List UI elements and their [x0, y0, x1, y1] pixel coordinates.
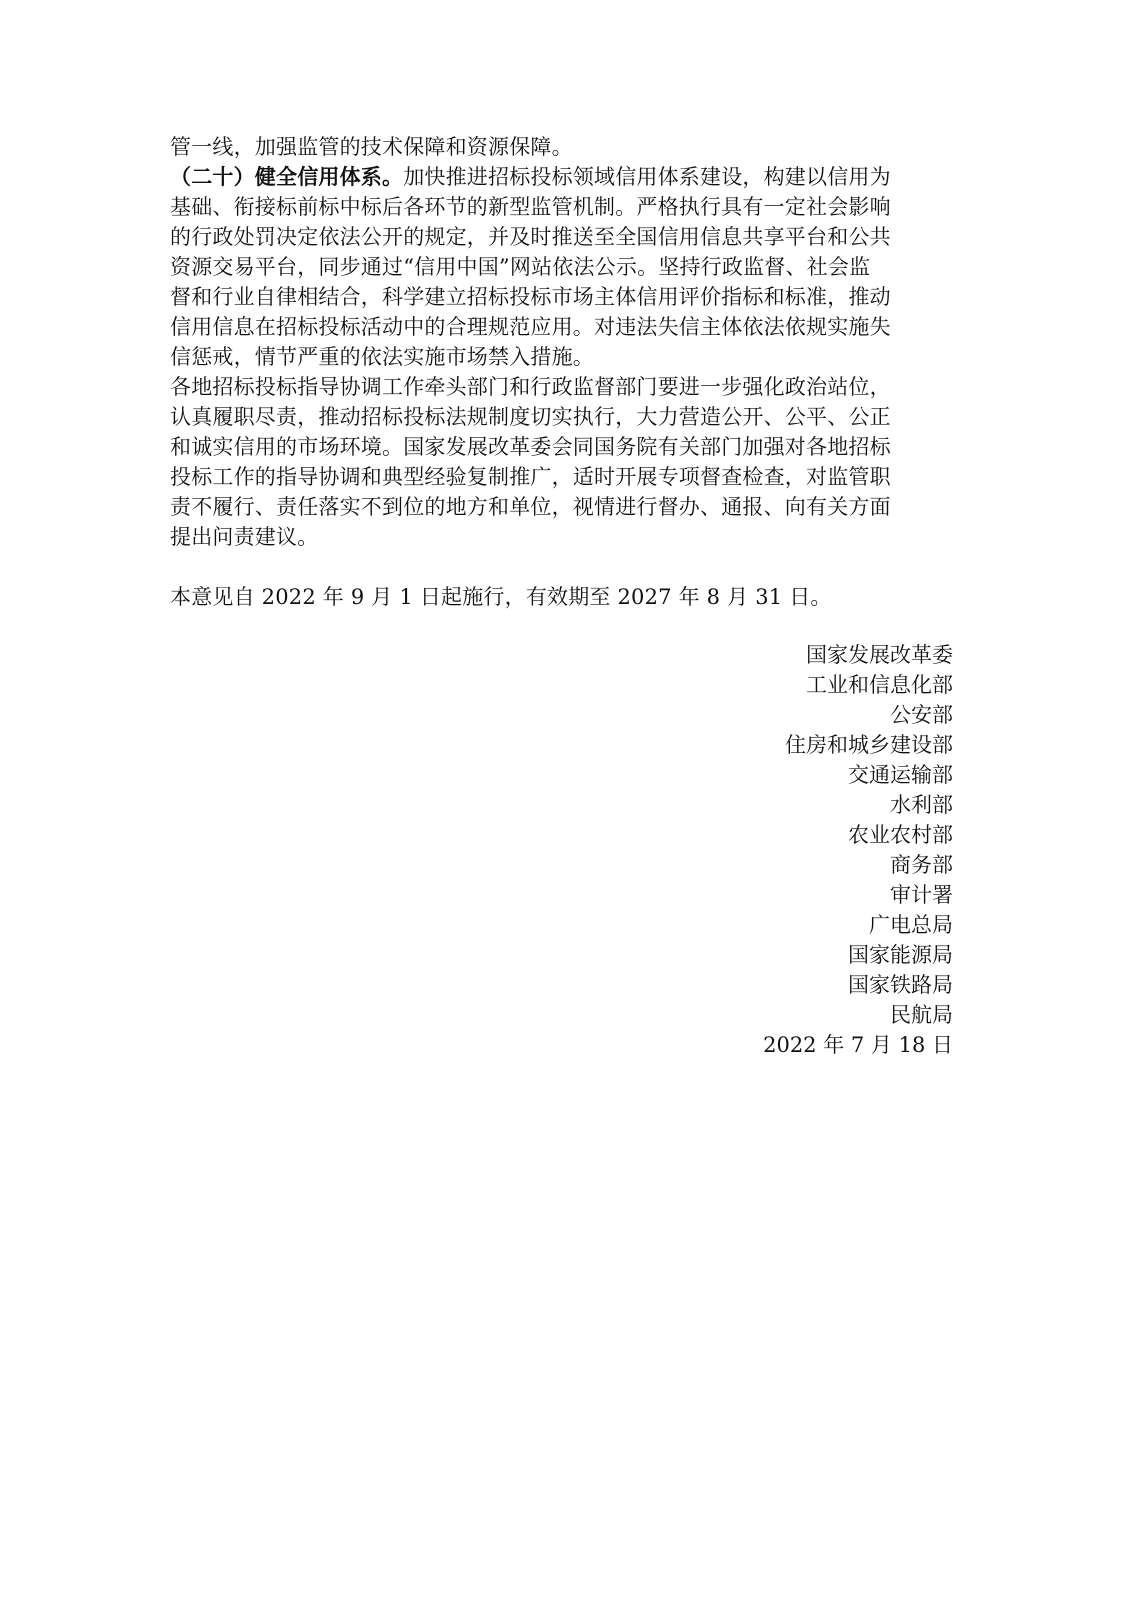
paragraph-1-line: 管一线，加强监管的技术保障和资源保障。	[170, 135, 573, 159]
paragraph-3-line: 责不履行、责任落实不到位的地方和单位，视情进行督办、通报、向有关方面	[170, 495, 891, 519]
signatory: 交通运输部	[848, 763, 953, 787]
paragraph-2-line	[170, 162, 952, 192]
paragraph-2-text: 加快推进招标投标领域信用体系建设，构建以信用为	[403, 165, 891, 189]
paragraph-2-line: 基础、衔接标前标中标后各环节的新型监管机制。严格执行具有一定社会影响	[170, 195, 891, 219]
paragraph-3-line: 认真履职尽责，推动招标投标法规制度切实执行，大力营造公开、公平、公正	[170, 405, 891, 429]
paragraph-3-line: 提出问责建议。	[170, 525, 319, 549]
signatory: 民航局	[890, 1003, 953, 1027]
signatory: 国家能源局	[848, 943, 953, 967]
document-body	[170, 132, 952, 612]
paragraph-2-line: 信用信息在招标投标活动中的合理规范应用。对违法失信主体依法依规实施失	[170, 315, 891, 339]
paragraph-2-line: 资源交易平台，同步通过“信用中国”网站依法公示。坚持行政监督、社会监	[170, 255, 871, 279]
signatory: 公安部	[890, 703, 953, 727]
signatory-block	[763, 640, 953, 1060]
signatory: 审计署	[890, 883, 953, 907]
signatory: 国家铁路局	[848, 973, 953, 997]
signatory: 水利部	[890, 793, 953, 817]
signatory: 工业和信息化部	[806, 673, 953, 697]
paragraph-2-line: 督和行业自律相结合，科学建立招标投标市场主体信用评价指标和标准，推动	[170, 285, 891, 309]
paragraph-3-line: 投标工作的指导协调和典型经验复制推广，适时开展专项督查检查，对监管职	[170, 465, 891, 489]
effective-clause: 本意见自 2022 年 9 月 1 日起施行，有效期至 2027 年 8 月 31 日。	[170, 585, 832, 609]
paragraph-3-line: 和诚实信用的市场环境。国家发展改革委会同国务院有关部门加强对各地招标	[170, 435, 891, 459]
paragraph-gap	[170, 552, 952, 582]
paragraph-3-line: 各地招标投标指导协调工作牵头部门和行政监督部门要进一步强化政治站位，	[170, 375, 891, 399]
signatory: 广电总局	[869, 913, 953, 937]
document-date: 2022 年 7 月 18 日	[763, 1033, 953, 1057]
paragraph-2-line: 信惩戒，情节严重的依法实施市场禁入措施。	[170, 345, 594, 369]
signatory: 商务部	[890, 853, 953, 877]
signatory: 国家发展改革委	[806, 643, 953, 667]
signatory: 住房和城乡建设部	[785, 733, 953, 757]
section-heading: （二十）健全信用体系。	[170, 164, 404, 189]
signatory: 农业农村部	[848, 823, 953, 847]
paragraph-2-line: 的行政处罚决定依法公开的规定，并及时推送至全国信用信息共享平台和公共	[170, 225, 891, 249]
